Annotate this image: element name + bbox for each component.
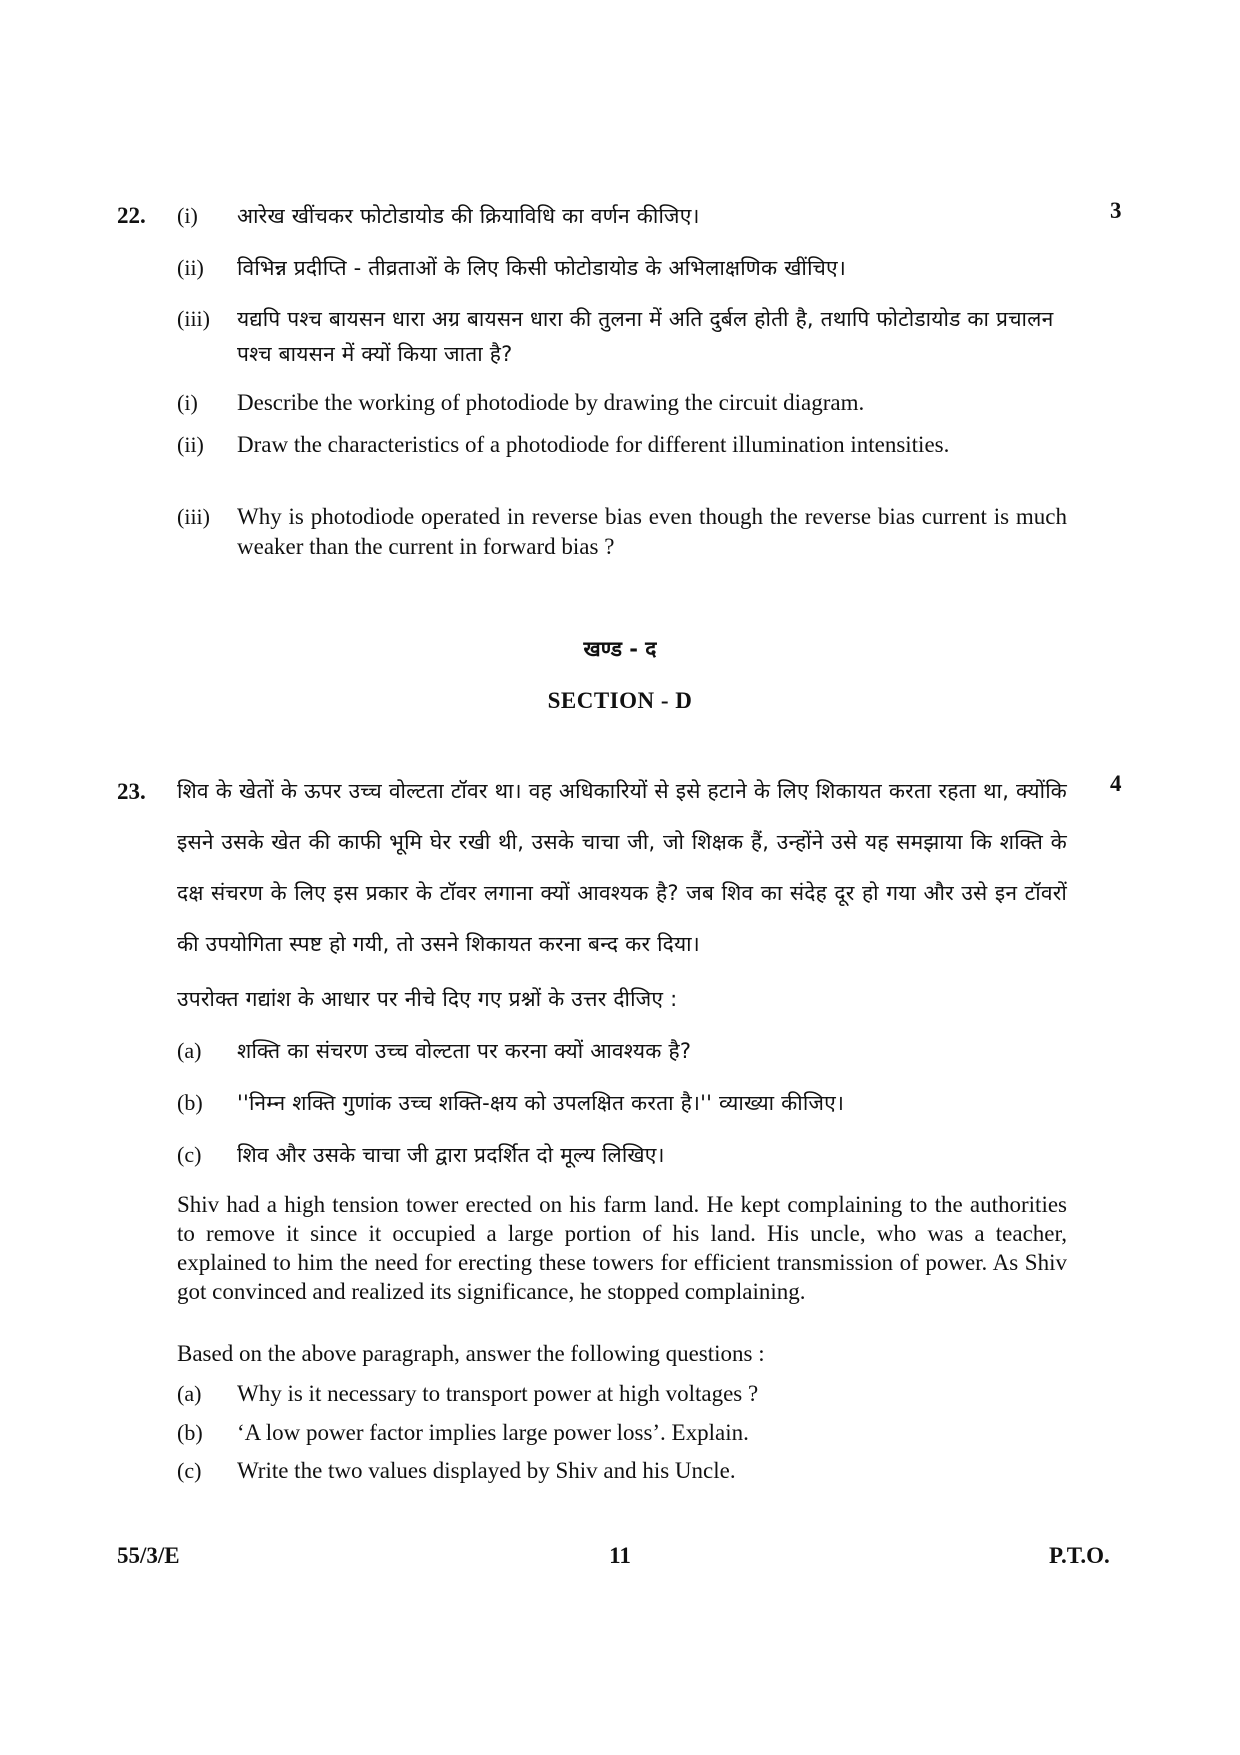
list-item [177,1138,1067,1173]
paper-code: 55/3/E [117,1543,180,1568]
prompt-english: Based on the above paragraph, answer the following questions : [177,1341,765,1366]
item-text: ''निम्न शक्ति गुणांक उच्च शक्ति-क्षय को उपलक्षित करता है।'' व्याख्या कीजिए। [237,1091,845,1115]
question-marks: 3 [1110,198,1122,223]
item-label: (b) [177,1420,203,1445]
prompt-hindi: उपरोक्त गद्यांश के आधार पर नीचे दिए गए प्रश्नों के उत्तर दीजिए : [177,987,678,1011]
item-text: Why is photodiode operated in reverse bias even though the reverse bias current is much weaker than the current in forward bias ? [237,504,1067,559]
question-number: 23. [117,779,146,804]
item-text: विभिन्न प्रदीप्ति - तीव्रताओं के लिए किसी फोटोडायोड के अभिलाक्षणिक खींचिए। [237,256,847,280]
page-number: 11 [609,1543,631,1568]
list-item [177,502,1067,562]
list-item [177,251,1067,286]
passage-hindi: शिव के खेतों के ऊपर उच्च वोल्टता टॉवर था। वह अधिकारियों से इसे हटाने के लिए शिकायत करता रहता था, क्योंकि इसने उसके खेत की काफी भूमि घेर रखी थी, उसके चाचा जी, जो शिक्षक हैं, उन्होंने उसे यह समझाया कि शक्ति के दक्ष संचरण के लिए इस प्रकार के टॉवर लगाना क्यों आवश्यक है? जब शिव का संदेह दूर हो गया और उसे इन टॉवरों की उपयोगिता स्पष्ट हो गयी, तो उसने शिकायत करना बन्द कर दिया। [177,779,1067,956]
list-item [177,1086,1067,1121]
item-label: (a) [177,1038,202,1063]
item-label: (a) [177,1381,202,1406]
item-label: (c) [177,1142,202,1167]
list-item [177,1418,1067,1448]
pto-label: P.T.O. [1049,1543,1110,1568]
item-label: (b) [177,1090,203,1115]
item-text: Draw the characteristics of a photodiode for different illumination intensities. [237,432,950,457]
item-label: (ii) [177,432,204,457]
item-text: यद्यपि पश्च बायसन धारा अग्र बायसन धारा की तुलना में अति दुर्बल होती है, तथापि फोटोडायोड का प्रचालन पश्च बायसन में क्यों किया जाता है? [237,307,1054,366]
item-text: शक्ति का संचरण उच्च वोल्टता पर करना क्यों आवश्यक है? [237,1039,692,1063]
item-text: Write the two values displayed by Shiv and his Uncle. [237,1458,736,1483]
item-label: (i) [177,390,198,415]
question-number: 22. [117,203,146,228]
list-item [177,1034,1067,1069]
item-text: आरेख खींचकर फोटोडायोड की क्रियाविधि का वर्णन कीजिए। [237,204,700,228]
item-label: (i) [177,203,198,228]
list-item [177,430,1067,460]
question-marks: 4 [1110,771,1122,796]
section-heading-hindi: खण्ड - द [583,637,657,661]
item-label: (ii) [177,255,204,280]
item-text: Describe the working of photodiode by drawing the circuit diagram. [237,390,865,415]
item-label: (iii) [177,504,210,529]
list-item [177,388,1067,418]
item-text: ‘A low power factor implies large power loss’. Explain. [237,1420,749,1445]
list-item [177,302,1067,372]
passage-english: Shiv had a high tension tower erected on his farm land. He kept complaining to the authorities to remove it since it occupied a large portion of his land. His uncle, who was a teacher, explained to him the need for erecting these towers for efficient transmission of power. As Shiv got convinced and realized its significance, he stopped complaining. [177,1192,1067,1304]
item-text: Why is it necessary to transport power at high voltages ? [237,1381,759,1406]
list-item [177,1456,1067,1486]
item-label: (c) [177,1458,202,1483]
section-heading: SECTION - D [547,688,693,713]
item-text: शिव और उसके चाचा जी द्वारा प्रदर्शित दो मूल्य लिखिए। [237,1143,665,1167]
item-label: (iii) [177,306,210,331]
list-item [177,199,1067,234]
list-item [177,1379,1067,1409]
